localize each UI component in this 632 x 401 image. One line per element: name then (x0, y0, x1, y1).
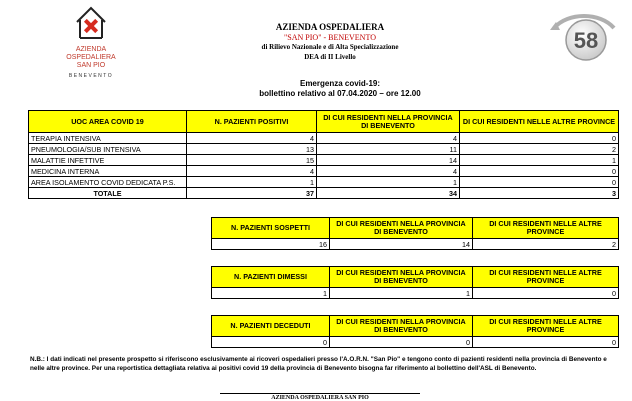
row-positivi: 4 (187, 166, 317, 177)
col-header-dimessi: N. PAZIENTI DIMESSI (212, 267, 330, 288)
row-bn: 4 (317, 133, 460, 144)
col-header-altre: DI CUI RESIDENTI NELLE ALTRE PROVINCE (473, 218, 619, 239)
deceduti-total: 0 (212, 337, 330, 348)
covid-area-table (28, 110, 619, 199)
table-row (29, 177, 619, 188)
deceduti-bn: 0 (330, 337, 473, 348)
header-line4: DEA di II Livello (304, 53, 356, 61)
header-title: AZIENDA OSPEDALIERA (275, 22, 385, 32)
col-header-sospetti: N. PAZIENTI SOSPETTI (212, 218, 330, 239)
total-label: TOTALE (29, 188, 187, 199)
table-row (212, 288, 619, 299)
row-altre: 2 (460, 144, 619, 155)
col-header-deceduti: N. PAZIENTI DECEDUTI (212, 316, 330, 337)
table-row (212, 337, 619, 348)
table-row (29, 144, 619, 155)
deceduti-altre: 0 (473, 337, 619, 348)
table-header-row (212, 218, 619, 239)
total-positivi: 37 (187, 188, 317, 199)
row-positivi: 1 (187, 177, 317, 188)
row-label: MALATTIE INFETTIVE (29, 155, 187, 166)
col-header-altre: DI CUI RESIDENTI NELLE ALTRE PROVINCE (473, 267, 619, 288)
col-header-area: UOC AREA COVID 19 (29, 111, 187, 133)
table-header-row (212, 267, 619, 288)
suspected-table (211, 217, 619, 250)
total-row (29, 188, 619, 199)
dimessi-total: 1 (212, 288, 330, 299)
header-line3: di Rilievo Nazionale e di Alta Specializzazione (261, 43, 399, 51)
bulletin-line2: bollettino relativo al 07.04.2020 – ore 12.00 (259, 89, 421, 98)
row-bn: 1 (317, 177, 460, 188)
col-header-bn: DI CUI RESIDENTI NELLA PROVINCIA DI BENEVENTO (330, 218, 473, 239)
discharged-table (211, 266, 619, 299)
sospetti-altre: 2 (473, 239, 619, 250)
col-header-bn: DI CUI RESIDENTI NELLA PROVINCIA DI BENEVENTO (330, 267, 473, 288)
header-subtitle: "SAN PIO" - BENEVENTO (284, 33, 376, 42)
row-bn: 14 (317, 155, 460, 166)
footer-text: AZIENDA OSPEDALIERA SAN PIO (220, 393, 420, 401)
channel-number: 58 (573, 28, 599, 53)
row-positivi: 15 (187, 155, 317, 166)
logo-line2: OSPEDALIERA (66, 54, 116, 61)
row-positivi: 13 (187, 144, 317, 155)
col-header-altre: DI CUI RESIDENTI NELLE ALTRE PROVINCE (473, 316, 619, 337)
footnote: N.B.: I dati indicati nel presente prospetto si riferiscono esclusivamente ai ricoveri ospedalieri presso l'A.O.R.N. "San Pio" e tengono conto di pazienti residenti nella provincia di Benevento e nelle altre province. Per una reportistica dettagliata relativa ai positivi covid 19 della provincia di Benevento bisogna far riferimento al bollettino dell'ASL di Benevento. (30, 356, 607, 372)
row-positivi: 4 (187, 133, 317, 144)
total-bn: 34 (317, 188, 460, 199)
hospital-logo (50, 4, 132, 80)
deceased-table (211, 315, 619, 348)
row-altre: 0 (460, 166, 619, 177)
sospetti-bn: 14 (330, 239, 473, 250)
row-altre: 0 (460, 133, 619, 144)
house-cross-icon (74, 4, 108, 42)
total-altre: 3 (460, 188, 619, 199)
row-altre: 0 (460, 177, 619, 188)
logo-line1: AZIENDA (75, 46, 107, 53)
col-header-bn: DI CUI RESIDENTI NELLA PROVINCIA DI BENEVENTO (330, 316, 473, 337)
sospetti-total: 16 (212, 239, 330, 250)
table-header-row (212, 316, 619, 337)
bulletin-line1: Emergenza covid-19: (299, 79, 381, 88)
table-row (212, 239, 619, 250)
table-row (29, 133, 619, 144)
row-altre: 1 (460, 155, 619, 166)
col-header-altre: DI CUI RESIDENTI NELLE ALTRE PROVINCE (460, 111, 619, 133)
row-bn: 11 (317, 144, 460, 155)
row-bn: 4 (317, 166, 460, 177)
dimessi-altre: 0 (473, 288, 619, 299)
table-row (29, 155, 619, 166)
channel-logo (548, 8, 620, 64)
col-header-positivi: N. PAZIENTI POSITIVI (187, 111, 317, 133)
row-label: MEDICINA INTERNA (29, 166, 187, 177)
dimessi-bn: 1 (330, 288, 473, 299)
table-header-row (29, 111, 619, 133)
row-label: AREA ISOLAMENTO COVID DEDICATA P.S. (29, 177, 187, 188)
table-row (29, 166, 619, 177)
row-label: TERAPIA INTENSIVA (29, 133, 187, 144)
logo-line3: SAN PIO (76, 62, 106, 69)
col-header-bn: DI CUI RESIDENTI NELLA PROVINCIA DI BENEVENTO (317, 111, 460, 133)
row-label: PNEUMOLOGIA/SUB INTENSIVA (29, 144, 187, 155)
logo-line4: BENEVENTO (68, 73, 114, 79)
